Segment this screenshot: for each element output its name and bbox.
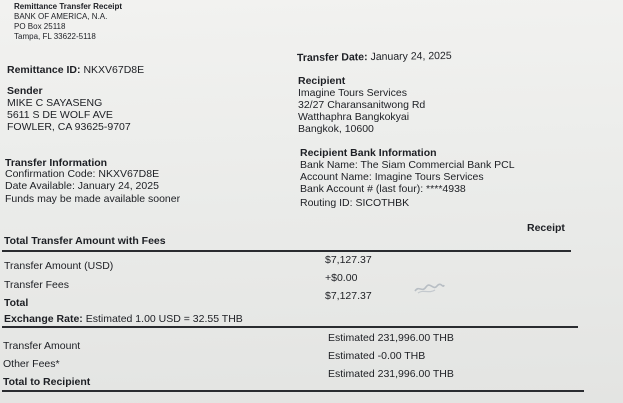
transfer-amount-usd-label: Transfer Amount (USD) xyxy=(4,260,114,272)
recipient-heading: Recipient xyxy=(298,75,346,87)
bank-info-account-number: Bank Account # (last four): ****4938 xyxy=(300,183,466,195)
bank-address-line1: PO Box 25118 xyxy=(14,22,66,31)
divider-line xyxy=(2,390,584,392)
remittance-id-value: NKXV67D8E xyxy=(83,64,145,76)
exchange-rate xyxy=(4,313,243,326)
other-fees-label: Other Fees* xyxy=(3,358,60,370)
bank-info-name: Bank Name: The Siam Commercial Bank PCL xyxy=(300,159,515,171)
transfer-amount-usd-value: $7,127.37 xyxy=(325,254,372,266)
sender-city: FOWLER, CA 93625-9707 xyxy=(7,121,131,133)
receipt-column-label: Receipt xyxy=(527,222,565,234)
divider-line xyxy=(2,326,578,328)
total-label: Total xyxy=(4,297,29,309)
transfer-fees-label: Transfer Fees xyxy=(4,279,69,291)
transfer-fees-value: +$0.00 xyxy=(325,272,358,284)
transfer-date-value: January 24, 2025 xyxy=(370,49,452,64)
other-fees-value: Estimated -0.00 THB xyxy=(328,350,426,362)
total-to-recipient-label: Total to Recipient xyxy=(3,376,91,388)
recipient-transfer-amount-value: Estimated 231,996.00 THB xyxy=(328,332,454,344)
exchange-rate-label: Exchange Rate: xyxy=(4,313,83,325)
recipient-transfer-amount-label: Transfer Amount xyxy=(3,340,81,352)
exchange-rate-value: Estimated 1.00 USD = 32.55 THB xyxy=(85,313,243,325)
total-value: $7,127.37 xyxy=(325,290,372,302)
smudge-mark xyxy=(412,280,446,296)
total-transfer-heading: Total Transfer Amount with Fees xyxy=(4,235,166,247)
remittance-id-label: Remittance ID: xyxy=(7,64,81,76)
bank-info-routing: Routing ID: SICOTHBK xyxy=(300,197,410,209)
sender-street: 5611 S DE WOLF AVE xyxy=(7,109,113,121)
total-to-recipient-value: Estimated 231,996.00 THB xyxy=(328,368,454,380)
divider-line xyxy=(2,250,571,252)
sender-heading: Sender xyxy=(7,85,43,97)
recipient-city: Bangkok, 10600 xyxy=(298,123,374,135)
recipient-street: 32/27 Charansanitwong Rd xyxy=(298,99,426,111)
transfer-date xyxy=(297,50,452,65)
bank-name: BANK OF AMERICA, N.A. xyxy=(14,12,108,21)
date-available: Date Available: January 24, 2025 xyxy=(5,180,159,192)
bank-info-heading: Recipient Bank Information xyxy=(300,147,437,159)
transfer-info-heading: Transfer Information xyxy=(5,157,108,169)
recipient-name: Imagine Tours Services xyxy=(298,87,407,99)
bank-info-account-name: Account Name: Imagine Tours Services xyxy=(300,171,484,183)
recipient-district: Watthaphra Bangkokyai xyxy=(298,111,410,123)
transfer-date-label: Transfer Date: xyxy=(296,51,368,65)
receipt-title: Remittance Transfer Receipt xyxy=(14,2,123,11)
funds-note: Funds may be made available sooner xyxy=(5,193,181,205)
sender-name: MIKE C SAYASENG xyxy=(7,97,103,109)
bank-address-line2: Tampa, FL 33622-5118 xyxy=(14,32,96,41)
confirmation-code: Confirmation Code: NKXV67D8E xyxy=(5,168,160,180)
remittance-id xyxy=(7,64,144,77)
